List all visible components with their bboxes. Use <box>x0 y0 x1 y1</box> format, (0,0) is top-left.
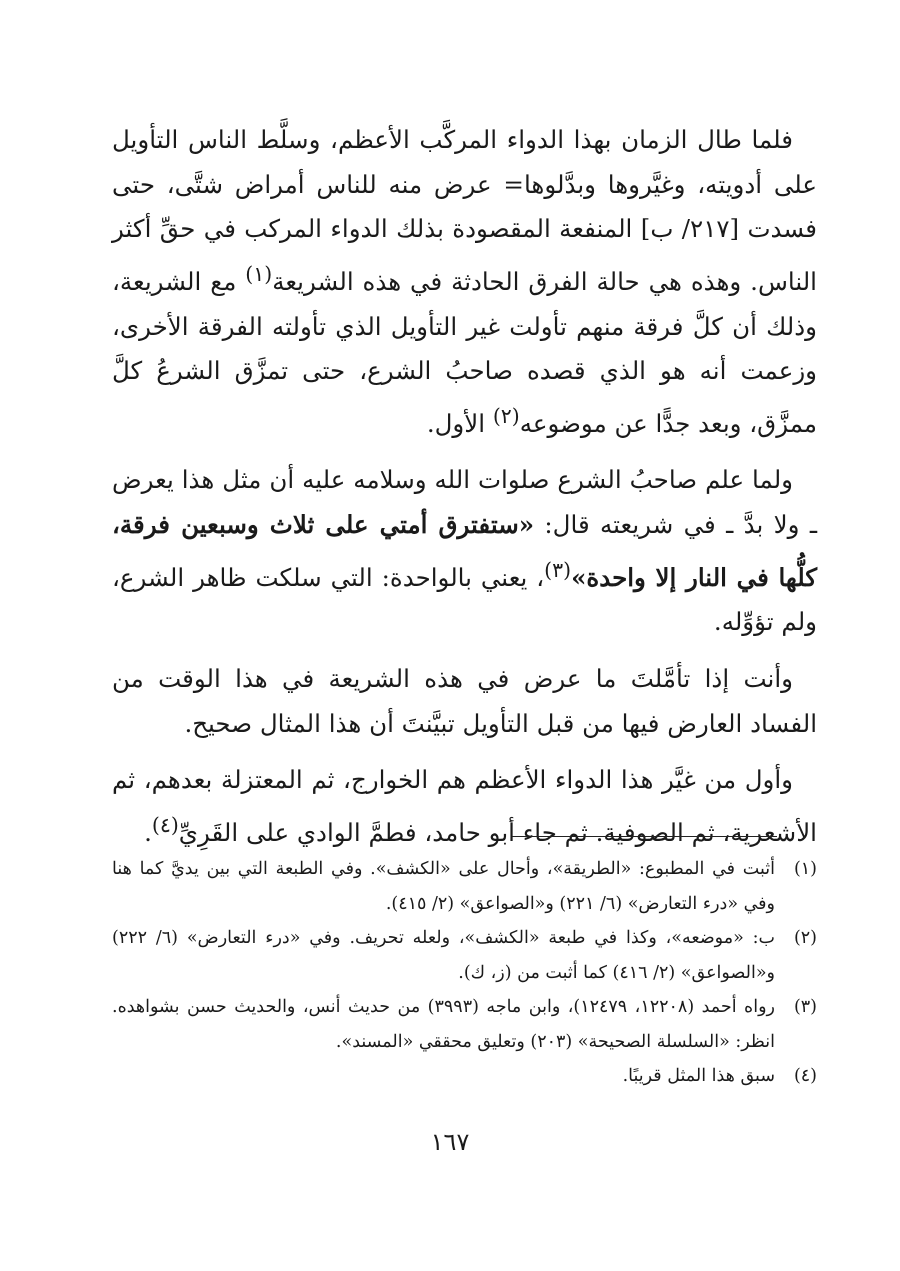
paragraph-1 <box>112 118 817 446</box>
paragraph-4 <box>112 758 817 855</box>
footnote-number: (٣) <box>793 997 817 1017</box>
p1-seg-3: مع الشريعة، وذلك أن كلَّ فرقة منهم تأولت غير التأويل الذي تأولته الفرقة الأخرى، وزعمت أنه هو الذي قصده صاحبُ الشرع، حتى تمزَّق الشرعُ كلَّ ممزَّق، وبعد جدًّا عن موضوعه <box>112 266 817 438</box>
footnote-text: رواه أحمد (١٢٢٠٨، ١٢٤٧٩)، وابن ماجه (٣٩٩٣) من حديث أنس، والحديث حسن بشواهده. انظر: «السلسلة الصحيحة» (٢٠٣) وتعليق محققي «المسند». <box>112 997 775 1052</box>
footnote-number: (٤) <box>793 1066 817 1086</box>
footnotes <box>112 852 817 1094</box>
p4-seg-1: وأول من غيَّر هذا الدواء الأعظم هم الخوارج، ثم المعتزلة بعدهم، ثم الأشعرية، ثم الصوفية. ثم جاء أبو حامد، فطمَّ الوادي على القَرِيِّ <box>112 765 817 847</box>
p1-seg-1: فلما طال الزمان بهذا الدواء المركَّب الأعظم، وسلَّط الناس التأويل على أدويته، وغيَّروها وبدَّلوها= عرض منه للناس أمراض شتَّى، حتى فسدت [٢١٧/ ب] المنفعة المقصودة بذلك الدواء المركب في حقِّ أكثر الناس. وهذه هي حالة الفرق الحادثة في هذه الشريعة <box>112 125 817 296</box>
footnote-2 <box>112 921 817 990</box>
main-text <box>112 118 817 868</box>
paragraph-2 <box>112 458 817 645</box>
p1-seg-5: الأول. <box>426 408 493 438</box>
footnote-ref-2: (٢) <box>492 403 520 428</box>
p2-seg-1: ولما علم صاحبُ الشرع صلوات الله وسلامه عليه أن مثل هذا يعرض ـ ولا بدَّ ـ في شريعته قال: <box>112 465 817 540</box>
footnote-number: (١) <box>793 859 817 879</box>
footnote-1 <box>112 852 817 921</box>
footnote-3 <box>112 990 817 1059</box>
footnote-ref-3: (٣) <box>544 557 572 582</box>
p3-seg-1: وأنت إذا تأمَّلتَ ما عرض في هذه الشريعة في هذا الوقت من الفساد العارض فيها من قبل التأويل تبيَّنتَ أن هذا المثال صحيح. <box>112 664 817 738</box>
footnote-4 <box>112 1059 817 1094</box>
hadith-quote: «ستفترق أمتي على ثلاث وسبعين فرقة، كلُّها في النار إلا واحدة» <box>112 510 817 592</box>
paragraph-3 <box>112 657 817 746</box>
footnote-text: سبق هذا المثل قريبًا. <box>622 1066 775 1086</box>
footnote-ref-1: (١) <box>245 261 273 286</box>
footnote-number: (٢) <box>793 928 817 948</box>
footnote-text: ب: «موضعه»، وكذا في طبعة «الكشف»، ولعله تحريف. وفي «درء التعارض» (٦/ ٢٢٢) و«الصواعق» (٢/ ٤١٦) كما أثبت من (ز، ك). <box>112 928 775 983</box>
footnote-text: أثبت في المطبوع: «الطريقة»، وأحال على «الكشف». وفي الطبعة التي بين يديَّ كما هنا وفي «درء التعارض» (٦/ ٢٢١) و«الصواعق» (٢/ ٤١٥). <box>112 859 775 914</box>
footnote-ref-4: (٤) <box>151 812 179 837</box>
p4-seg-3: . <box>144 817 152 847</box>
p2-seg-4: ، يعني بالواحدة: التي سلكت ظاهر الشرع، ولم تؤوِّله. <box>112 562 817 637</box>
footnote-divider <box>512 836 777 837</box>
page-number: ١٦٧ <box>430 1128 470 1156</box>
